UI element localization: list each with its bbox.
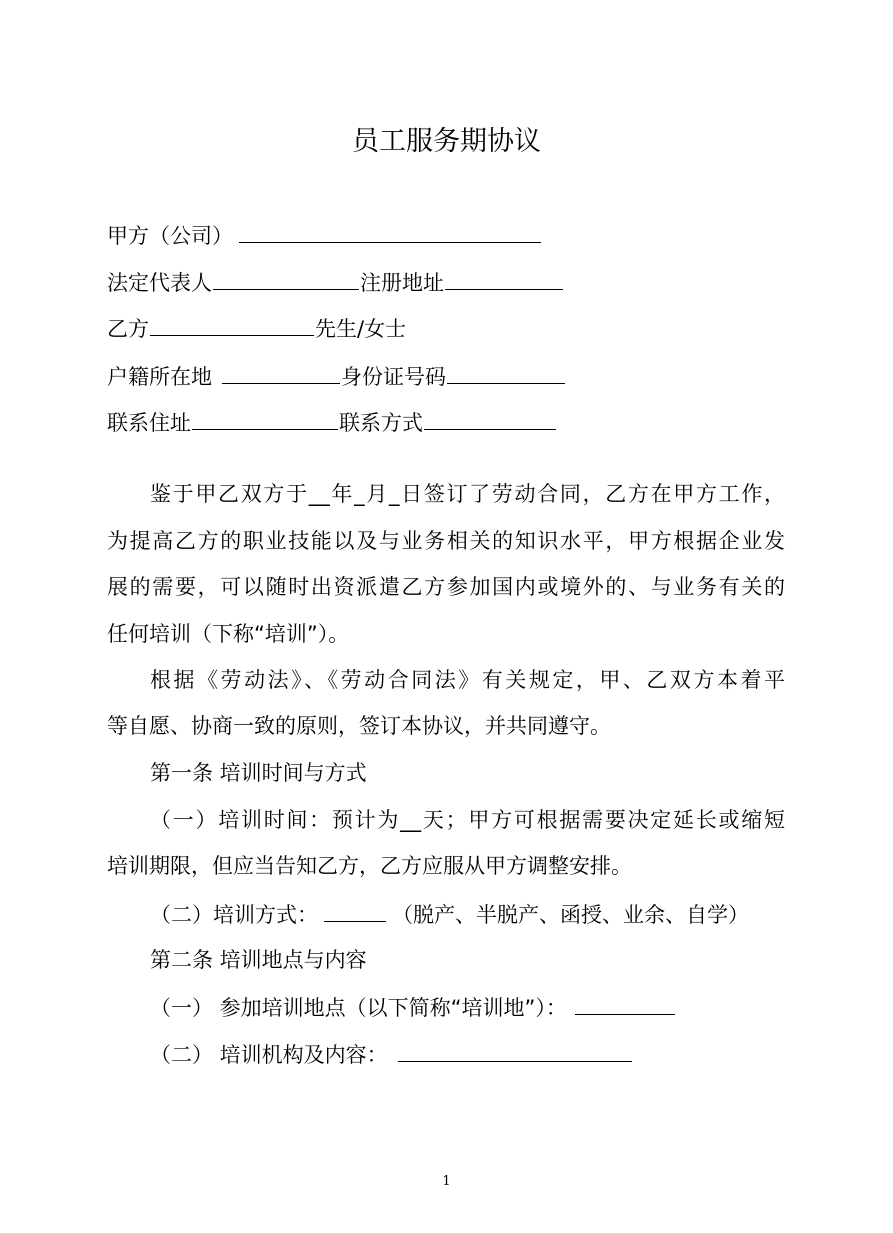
contact-line — [107, 405, 557, 439]
article-2-title: 第二条 培训地点与内容 — [150, 948, 367, 972]
party-b-label: 乙方 — [107, 317, 149, 341]
hukou-blank — [222, 359, 340, 384]
legal-rep-blank — [213, 265, 359, 290]
gender-label: 先生/女士 — [315, 317, 407, 341]
party-b-blank — [150, 311, 314, 336]
id-number-blank — [447, 359, 565, 384]
contact-address-blank — [192, 405, 338, 430]
training-method-label: （二）培训方式： — [150, 903, 318, 927]
article-1-item-1-line-1: （一）培训时间：预计为__天；甲方可根据需要决定延长或缩短 — [150, 808, 785, 832]
reg-address-label: 注册地址 — [360, 271, 444, 295]
article-2-item-1 — [150, 990, 676, 1024]
party-a-blank — [239, 218, 541, 243]
contact-method-label: 联系方式 — [339, 411, 423, 435]
hukou-line — [107, 359, 566, 393]
party-a-line — [107, 218, 542, 252]
id-number-label: 身份证号码 — [341, 365, 446, 389]
paragraph-1-line-1: 鉴于甲乙双方于__年_月_日签订了劳动合同，乙方在甲方工作， — [150, 482, 785, 506]
page-number: 1 — [442, 1174, 451, 1189]
legal-rep-line — [107, 265, 564, 299]
paragraph-1-line-3: 展的需要，可以随时出资派遣乙方参加国内或境外的、与业务有关的 — [107, 575, 785, 599]
training-method-blank — [324, 897, 386, 922]
article-1-title: 第一条 培训时间与方式 — [150, 761, 367, 785]
training-method-options: （脱产、半脱产、函授、业余、自学） — [392, 903, 749, 927]
contact-address-label: 联系住址 — [107, 411, 191, 435]
party-b-line — [107, 311, 406, 345]
paragraph-1-line-2: 为提高乙方的职业技能以及与业务相关的知识水平，甲方根据企业发 — [107, 529, 785, 553]
paragraph-2-line-1: 根据《劳动法》、《劳动合同法》有关规定，甲、乙双方本着平 — [150, 668, 785, 692]
hukou-label: 户籍所在地 — [107, 365, 212, 389]
paragraph-2-line-2: 等自愿、协商一致的原则，签订本协议，并共同遵守。 — [107, 714, 611, 738]
party-a-label: 甲方（公司） — [107, 224, 233, 248]
contact-method-blank — [424, 405, 556, 430]
training-location-blank — [575, 990, 675, 1015]
article-2-item-2 — [150, 1037, 633, 1071]
training-institution-label: （二） 培训机构及内容： — [150, 1043, 388, 1067]
article-1-item-1-line-2: 培训期限，但应当告知乙方，乙方应服从甲方调整安排。 — [107, 854, 632, 878]
paragraph-1-line-4: 任何培训（下称“培训”）。 — [107, 622, 350, 646]
reg-address-blank — [445, 265, 563, 290]
article-1-item-2 — [150, 897, 749, 931]
training-location-label: （一） 参加培训地点（以下简称“培训地”）： — [150, 996, 567, 1020]
training-institution-blank — [398, 1037, 632, 1062]
document-title: 员工服务期协议 — [352, 126, 541, 157]
legal-rep-label: 法定代表人 — [107, 271, 212, 295]
